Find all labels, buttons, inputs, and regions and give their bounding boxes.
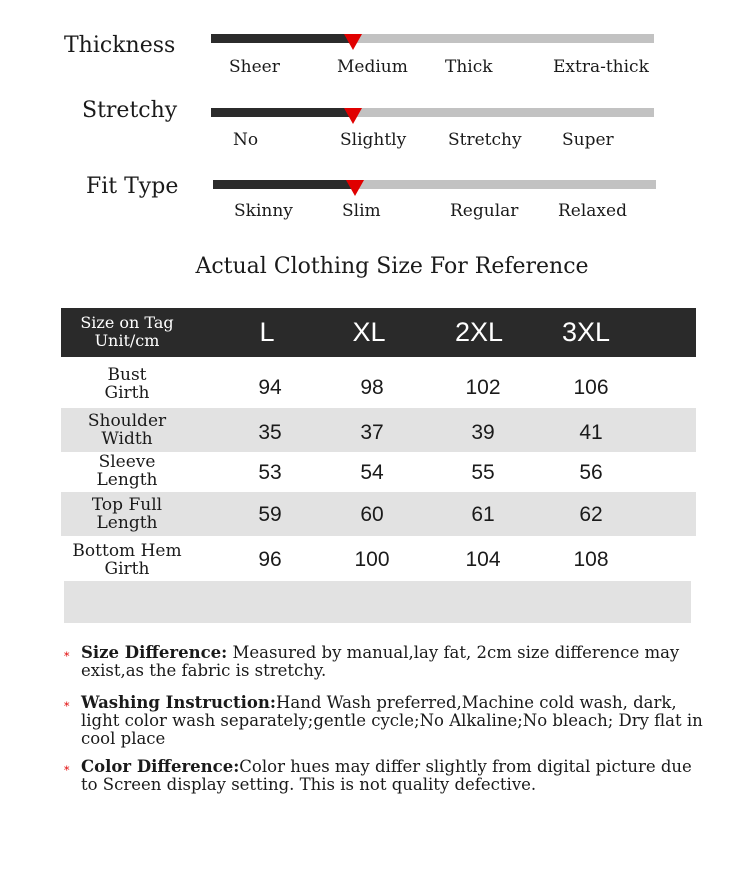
row-label-line1: Bust [107, 365, 147, 385]
scale-marker-thickness [344, 34, 362, 50]
scale-track-thickness [211, 34, 654, 43]
row-label-line2: Width [101, 429, 153, 449]
scale-marker-stretchy [344, 108, 362, 124]
note-title: Washing Instruction: [81, 693, 276, 712]
size-chart-title: Actual Clothing Size For Reference [195, 254, 589, 279]
row-label-line1: Sleeve [98, 452, 156, 472]
row-label [61, 453, 193, 489]
asterisk-icon: * [64, 650, 70, 663]
row-label-line1: Bottom Hem [72, 541, 182, 561]
table-row [61, 408, 696, 452]
table-cell: 106 [573, 376, 609, 399]
option-slightly: Slightly [340, 130, 407, 150]
option-no: No [233, 130, 259, 150]
table-cell: 94 [258, 376, 282, 399]
scale-track-fit-type [213, 180, 656, 189]
note-body: Measured by manual,lay fat, 2cm size difference may exist,as the fabric is stretchy. [81, 643, 680, 680]
note-text [81, 758, 711, 794]
table-cell: 37 [360, 421, 384, 444]
table-cell: 102 [465, 376, 501, 399]
size-table-header [61, 308, 696, 357]
scale-fill-thickness [211, 34, 353, 43]
row-label-line2: Girth [104, 383, 150, 403]
option-medium: Medium [337, 57, 408, 77]
header-size-3xl: 3XL [561, 317, 611, 347]
option-thick: Thick [445, 57, 493, 77]
header-size-2xl: 2XL [454, 317, 504, 347]
table-cell: 96 [258, 548, 282, 571]
table-row [61, 452, 696, 492]
table-cell: 41 [579, 421, 603, 444]
row-label [61, 496, 193, 532]
note-body: Color hues may differ slightly from digital picture due to Screen display setting. This is not quality defective. [81, 757, 692, 794]
table-cell: 35 [258, 421, 282, 444]
table-empty-row [64, 581, 691, 623]
scale-track-stretchy [211, 108, 654, 117]
row-label-line1: Shoulder [87, 411, 167, 431]
table-cell: 108 [573, 548, 609, 571]
note-text [81, 644, 711, 680]
table-row [61, 492, 696, 536]
row-label-line2: Length [96, 470, 158, 490]
option-sheer: Sheer [229, 57, 280, 77]
option-relaxed: Relaxed [558, 201, 627, 221]
header-size-l: L [259, 317, 275, 347]
table-row [61, 536, 696, 581]
table-cell: 62 [579, 503, 603, 526]
attribute-label-thickness: Thickness [64, 33, 176, 58]
header-size-xl: XL [352, 317, 386, 347]
option-skinny: Skinny [234, 201, 293, 221]
scale-fill-fit-type [213, 180, 355, 189]
note-body: Hand Wash preferred,Machine cold wash, dark, light color wash separately;gentle cycle;No Alkaline;No bleach; Dry flat in cool place [81, 693, 703, 748]
option-extra-thick: Extra-thick [553, 57, 649, 77]
row-label-line1: Top Full [91, 495, 163, 515]
row-label [61, 412, 193, 448]
note-text [81, 694, 711, 748]
attribute-label-stretchy: Stretchy [82, 98, 178, 123]
scale-marker-fit-type [346, 180, 364, 196]
header-label-line2: Unit/cm [94, 331, 160, 350]
row-label-line2: Girth [104, 559, 150, 579]
note-title: Size Difference: [81, 643, 228, 662]
table-cell: 54 [360, 461, 384, 484]
option-stretchy: Stretchy [448, 130, 522, 150]
asterisk-icon: * [64, 700, 70, 713]
option-regular: Regular [450, 201, 519, 221]
note-title: Color Difference: [81, 757, 240, 776]
attribute-label-fit-type: Fit Type [86, 174, 179, 199]
table-row [61, 358, 696, 408]
table-cell: 53 [258, 461, 282, 484]
scale-fill-stretchy [211, 108, 353, 117]
table-cell: 39 [471, 421, 495, 444]
option-slim: Slim [342, 201, 381, 221]
table-cell: 104 [465, 548, 501, 571]
table-cell: 60 [360, 503, 384, 526]
header-label [61, 314, 193, 350]
table-cell: 100 [354, 548, 390, 571]
table-cell: 59 [258, 503, 282, 526]
row-label-line2: Length [96, 513, 158, 533]
row-label [61, 542, 193, 578]
table-cell: 98 [360, 376, 384, 399]
row-label [61, 366, 193, 402]
table-cell: 55 [471, 461, 495, 484]
table-cell: 56 [579, 461, 603, 484]
option-super: Super [562, 130, 614, 150]
header-label-line1: Size on Tag [80, 313, 174, 332]
asterisk-icon: * [64, 764, 70, 777]
table-cell: 61 [471, 503, 495, 526]
